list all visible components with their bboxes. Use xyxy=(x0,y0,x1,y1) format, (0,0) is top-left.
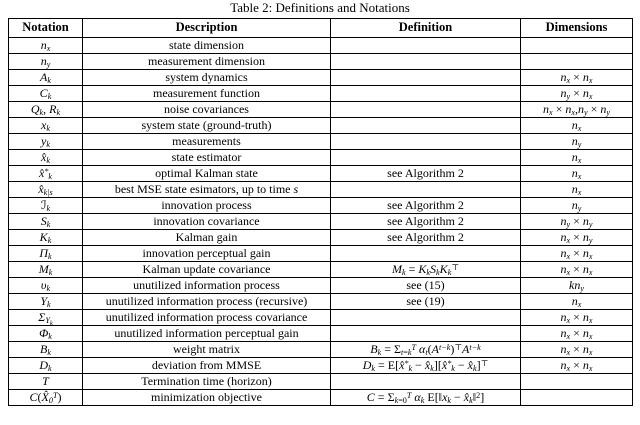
cell-description: measurement dimension xyxy=(83,54,331,70)
cell-description: innovation process xyxy=(83,198,331,214)
table-row xyxy=(9,150,633,166)
cell-dimensions: $n_y \times n_x$ xyxy=(521,86,633,102)
cell-definition: see (15) xyxy=(331,278,521,294)
cell-definition: see Algorithm 2 xyxy=(331,198,521,214)
cell-definition xyxy=(331,326,521,342)
cell-definition xyxy=(331,70,521,86)
cell-dimensions: $n_x$ xyxy=(521,150,633,166)
cell-definition: see Algorithm 2 xyxy=(331,166,521,182)
cell-dimensions: $n_y \times n_y$ xyxy=(521,214,633,230)
table-row xyxy=(9,198,633,214)
cell-dimensions: $n_x \times n_x$ xyxy=(521,342,633,358)
cell-description: system state (ground-truth) xyxy=(83,118,331,134)
table-caption: Table 2: Definitions and Notations xyxy=(230,1,410,14)
table-row xyxy=(9,278,633,294)
table-row xyxy=(9,374,633,390)
cell-description: unutilized information perceptual gain xyxy=(83,326,331,342)
cell-notation: $x̂_k$ xyxy=(9,150,83,166)
table-row xyxy=(9,214,633,230)
table-row xyxy=(9,358,633,374)
cell-dimensions: $n_x \times n_x$ xyxy=(521,310,633,326)
cell-definition: see (19) xyxy=(331,294,521,310)
table-row xyxy=(9,86,633,102)
cell-definition xyxy=(331,374,521,390)
cell-dimensions: $n_x \times n_x$ xyxy=(521,70,633,86)
table-row xyxy=(9,38,633,54)
cell-description: deviation from MMSE xyxy=(83,358,331,374)
cell-notation: $K_k$ xyxy=(9,230,83,246)
cell-notation: $\Upsilon_k$ xyxy=(9,294,83,310)
table-row xyxy=(9,230,633,246)
table-row xyxy=(9,310,633,326)
cell-description: system dynamics xyxy=(83,70,331,86)
col-header-description: Description xyxy=(83,19,331,38)
cell-notation: $Q_k$, $R_k$ xyxy=(9,102,83,118)
cell-notation: $\upsilon_k$ xyxy=(9,278,83,294)
cell-definition: $B_k = \Sigma_{t=k}^T$ $\alpha_t(A^{t-k})^⊤A^{t-k}$ xyxy=(331,342,521,358)
cell-dimensions: $n_x \times n_x$ xyxy=(521,246,633,262)
cell-dimensions: $n_x \times n_x,n_y \times n_y$ xyxy=(521,102,633,118)
cell-definition xyxy=(331,150,521,166)
cell-description: unutilized information process (recursive) xyxy=(83,294,331,310)
cell-notation: $n_y$ xyxy=(9,54,83,70)
table-row xyxy=(9,182,633,198)
col-header-definition: Definition xyxy=(331,19,521,38)
cell-dimensions: $n_x$ xyxy=(521,294,633,310)
cell-description: innovation perceptual gain xyxy=(83,246,331,262)
cell-notation: $x̂^*_k$ xyxy=(9,166,83,182)
cell-description: minimization objective xyxy=(83,390,331,406)
cell-definition xyxy=(331,102,521,118)
cell-dimensions: $n_x \times n_x$ xyxy=(521,326,633,342)
cell-notation: $C(X̂_0^T)$ xyxy=(9,390,83,406)
cell-dimensions: $n_x \times n_y$ xyxy=(521,230,633,246)
cell-notation: ℐ$_k$ xyxy=(9,198,83,214)
cell-notation: $B_k$ xyxy=(9,342,83,358)
cell-definition xyxy=(331,134,521,150)
header-row xyxy=(9,19,633,38)
cell-dimensions: $n_x$ xyxy=(521,118,633,134)
cell-dimensions: $kn_y$ xyxy=(521,278,633,294)
cell-description: state estimator xyxy=(83,150,331,166)
table-row xyxy=(9,102,633,118)
cell-definition xyxy=(331,182,521,198)
cell-description: measurements xyxy=(83,134,331,150)
cell-definition: see Algorithm 2 xyxy=(331,214,521,230)
cell-notation: $x_k$ xyxy=(9,118,83,134)
cell-definition: $D_k$ = $E[x̂^*_k$ − $x̂_k][x̂^*_k$ − $x̂_k]^⊤$ xyxy=(331,358,521,374)
cell-dimensions xyxy=(521,390,633,406)
table-row xyxy=(9,134,633,150)
cell-notation: $A_k$ xyxy=(9,70,83,86)
cell-notation: $\Phi_k$ xyxy=(9,326,83,342)
cell-description: weight matrix xyxy=(83,342,331,358)
table-row xyxy=(9,390,633,406)
cell-definition xyxy=(331,86,521,102)
cell-notation: $D_k$ xyxy=(9,358,83,374)
table-row xyxy=(9,70,633,86)
cell-notation: $x̂_{k|s}$ xyxy=(9,182,83,198)
table-row xyxy=(9,246,633,262)
cell-definition xyxy=(331,118,521,134)
table-row xyxy=(9,166,633,182)
cell-notation: $y_k$ xyxy=(9,134,83,150)
cell-dimensions: $n_y$ xyxy=(521,134,633,150)
cell-dimensions xyxy=(521,54,633,70)
cell-notation: $\Sigma_{\Upsilon_k}$ xyxy=(9,310,83,326)
cell-description: noise covariances xyxy=(83,102,331,118)
cell-definition: $M_k = K_kS_kK_k^⊤$ xyxy=(331,262,521,278)
col-header-notation: Notation xyxy=(9,19,83,38)
cell-dimensions xyxy=(521,38,633,54)
cell-description: unutilized information process covariance xyxy=(83,310,331,326)
table-row xyxy=(9,342,633,358)
cell-dimensions: $n_x \times n_x$ xyxy=(521,358,633,374)
cell-description: best MSE state esimators, up to time s xyxy=(83,182,331,198)
cell-notation: T xyxy=(9,374,83,390)
cell-notation: $\Pi_k$ xyxy=(9,246,83,262)
cell-description: optimal Kalman state xyxy=(83,166,331,182)
cell-notation: $M_k$ xyxy=(9,262,83,278)
table-row xyxy=(9,326,633,342)
cell-description: innovation covariance xyxy=(83,214,331,230)
cell-description: Kalman update covariance xyxy=(83,262,331,278)
cell-definition xyxy=(331,54,521,70)
cell-dimensions: $n_x$ xyxy=(521,166,633,182)
cell-definition: $C = \Sigma_{k=0}^T$ $\alpha_k$ $E[‖x_k$ − $x̂_k‖^2$] xyxy=(331,390,521,406)
definitions-table xyxy=(8,18,633,406)
table-body xyxy=(9,38,633,406)
table-row xyxy=(9,54,633,70)
cell-description: measurement function xyxy=(83,86,331,102)
cell-notation: $n_x$ xyxy=(9,38,83,54)
cell-definition xyxy=(331,310,521,326)
cell-description: state dimension xyxy=(83,38,331,54)
cell-dimensions xyxy=(521,374,633,390)
cell-description: Kalman gain xyxy=(83,230,331,246)
cell-dimensions: $n_x$ xyxy=(521,182,633,198)
table-row xyxy=(9,294,633,310)
cell-description: unutilized information process xyxy=(83,278,331,294)
cell-definition xyxy=(331,246,521,262)
cell-dimensions: $n_y$ xyxy=(521,198,633,214)
cell-dimensions: $n_x \times n_x$ xyxy=(521,262,633,278)
cell-notation: $S_k$ xyxy=(9,214,83,230)
col-header-dimensions: Dimensions xyxy=(521,19,633,38)
table-row xyxy=(9,118,633,134)
cell-definition: see Algorithm 2 xyxy=(331,230,521,246)
cell-definition xyxy=(331,38,521,54)
cell-description: Termination time (horizon) xyxy=(83,374,331,390)
cell-notation: $C_k$ xyxy=(9,86,83,102)
table-row xyxy=(9,262,633,278)
